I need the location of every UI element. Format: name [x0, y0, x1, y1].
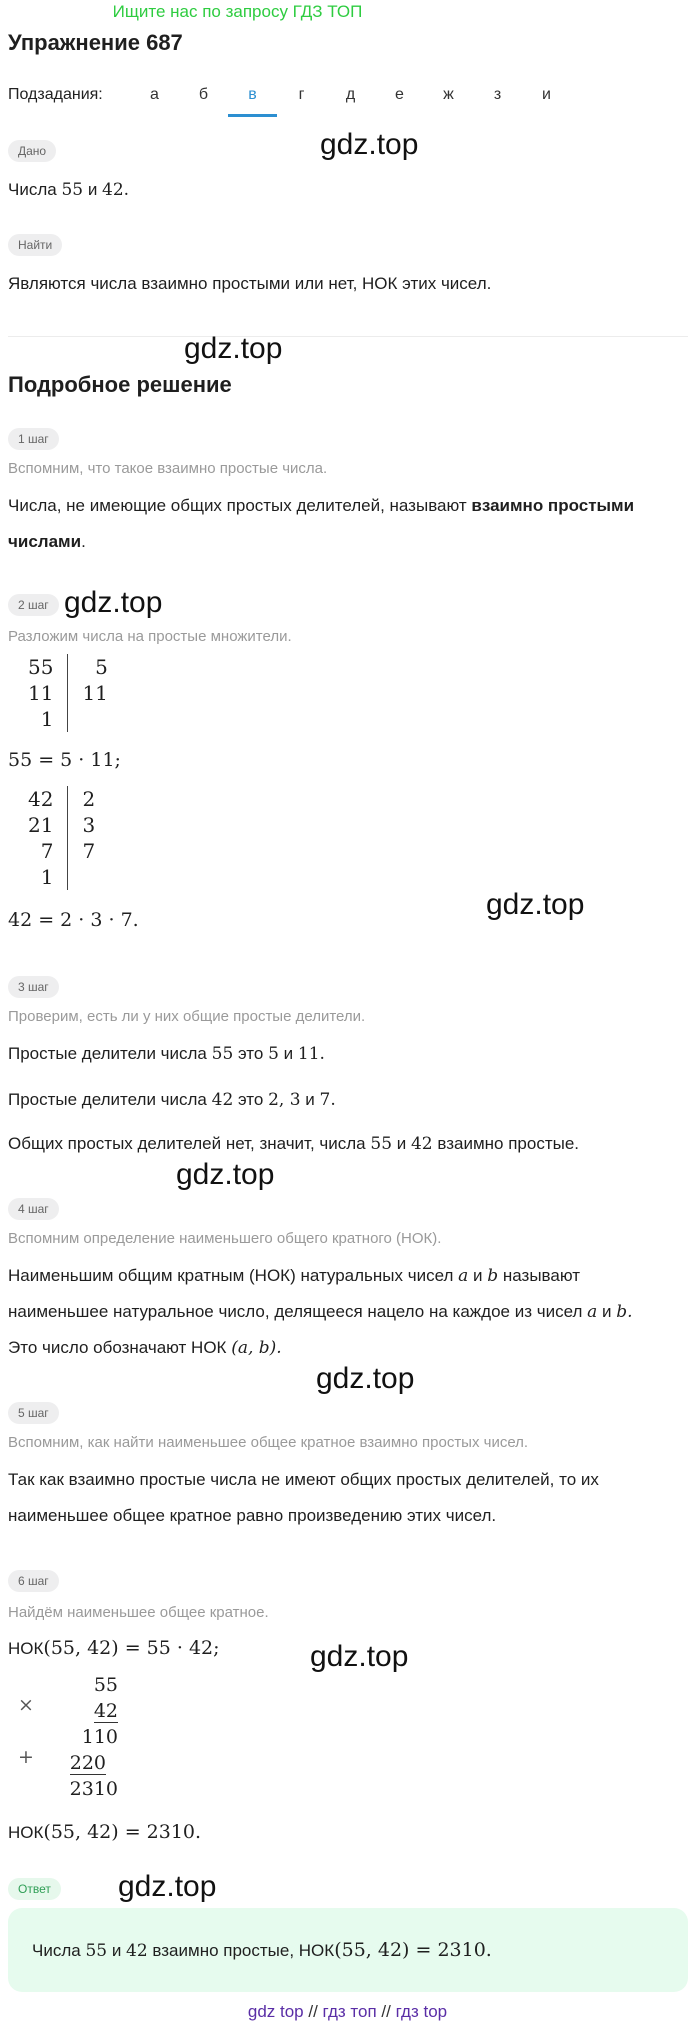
tab-b[interactable]: б [198, 86, 209, 103]
given-text: Числа 55 и 42. [8, 180, 130, 200]
step3-line1: Простые делители числа 55 это 5 и 11. [8, 1044, 325, 1064]
step3-line2: Простые делители числа 42 это 2, 3 и 7. [8, 1090, 336, 1110]
step5-line2: наименьшее общее кратное равно произведению этих чисел. [8, 1506, 497, 1525]
find-badge: Найти [8, 234, 62, 256]
find-text: Являются числа взаимно простыми или нет, НОК этих чисел. [8, 274, 492, 293]
watermark-1: gdz.top [320, 128, 419, 161]
footer-link-2[interactable]: гдз топ [322, 2002, 377, 2021]
step2-hint: Разложим числа на простые множители. [8, 628, 292, 645]
step5-badge: 5 шаг [8, 1402, 59, 1424]
watermark-8: gdz.top [118, 1870, 217, 1903]
tab-i[interactable]: и [542, 86, 551, 103]
plus-sign: + [18, 1746, 34, 1768]
step3-line3: Общих простых делителей нет, значит, числа 55 и 42 взаимно простые. [8, 1134, 579, 1154]
multiplier: 42 [93, 1700, 118, 1722]
tab-d[interactable]: д [345, 86, 356, 103]
step2-badge: 2 шаг [8, 594, 59, 616]
step4-line2: наименьшее натуральное число, делящееся нацело на каждое из чисел a и b. [8, 1302, 633, 1322]
step6-badge: 6 шаг [8, 1570, 59, 1592]
footer-link-3[interactable]: гдз top [395, 2002, 448, 2021]
subtasks-label: Подзадания: [8, 86, 103, 103]
step4-hint: Вспомним определение наименьшего общего кратного (НОК). [8, 1230, 442, 1247]
step6-hint: Найдём наименьшее общее кратное. [8, 1604, 269, 1621]
answer-text: Числа 55 и 42 взаимно простые, НОК(55, 42) = 2310. [32, 1939, 492, 1961]
watermark-6: gdz.top [316, 1362, 415, 1395]
eq-55: 55 = 5 · 11; [8, 749, 121, 771]
product: 2310 [69, 1778, 118, 1800]
step4-line1: Наименьшим общим кратным (НОК) натуральных чисел a и b называют [8, 1266, 580, 1286]
step5-hint: Вспомним, как найти наименьшее общее кратное взаимно простых чисел. [8, 1434, 529, 1451]
footer-sep-1: // [308, 2002, 318, 2021]
step1-hint: Вспомним, что такое взаимно простые числа. [8, 460, 328, 477]
watermark-5: gdz.top [176, 1158, 275, 1191]
top-banner[interactable]: Ищите нас по запросу ГДЗ ТОП [112, 2, 363, 21]
step5-line1: Так как взаимно простые числа не имеют общих простых делителей, то их [8, 1470, 599, 1489]
eq-42: 42 = 2 · 3 · 7. [8, 909, 139, 931]
subtask-tabs [130, 78, 571, 117]
column-multiplication [18, 1674, 118, 1804]
step4-line3: Это число обозначают НОК (a, b). [8, 1338, 282, 1358]
factor-table-55: 55 5 11 11 1 [14, 654, 122, 732]
footer-link-1[interactable]: gdz top [247, 2002, 304, 2021]
solution-title: Подробное решение [8, 372, 232, 397]
watermark-3: gdz.top [64, 586, 163, 619]
watermark-4: gdz.top [486, 888, 585, 921]
given-badge: Дано [8, 140, 56, 162]
multiplicand: 55 [93, 1674, 118, 1696]
tab-g[interactable]: г [298, 86, 305, 103]
divider [8, 336, 688, 337]
step4-badge: 4 шаг [8, 1198, 59, 1220]
step1-line1: Числа, не имеющие общих простых делителей, называют взаимно простыми [8, 496, 635, 515]
factor-table-42: 42 2 21 3 7 7 1 [14, 786, 109, 890]
footer-links [0, 2002, 695, 2022]
answer-badge: Ответ [8, 1878, 61, 1900]
page-title: Упражнение 687 [8, 30, 183, 55]
step1-badge: 1 шаг [8, 428, 59, 450]
tab-zh[interactable]: ж [443, 86, 454, 103]
watermark-7: gdz.top [310, 1640, 409, 1673]
tab-a[interactable]: а [150, 86, 159, 103]
partial-1: 110 [81, 1726, 118, 1748]
step1-line2: числами. [8, 532, 86, 551]
multiply-sign: × [18, 1694, 34, 1716]
footer-sep-2: // [381, 2002, 391, 2021]
step6-eq1: НОК(55, 42) = 55 · 42; [8, 1637, 220, 1659]
step6-eq2: НОК(55, 42) = 2310. [8, 1821, 202, 1843]
tab-e[interactable]: е [395, 86, 404, 103]
partial-2: 220 [69, 1752, 106, 1774]
step3-badge: 3 шаг [8, 976, 59, 998]
tab-z[interactable]: з [493, 86, 502, 103]
tab-v[interactable]: в [228, 78, 277, 117]
watermark-2: gdz.top [184, 332, 283, 365]
step3-hint: Проверим, есть ли у них общие простые делители. [8, 1008, 366, 1025]
